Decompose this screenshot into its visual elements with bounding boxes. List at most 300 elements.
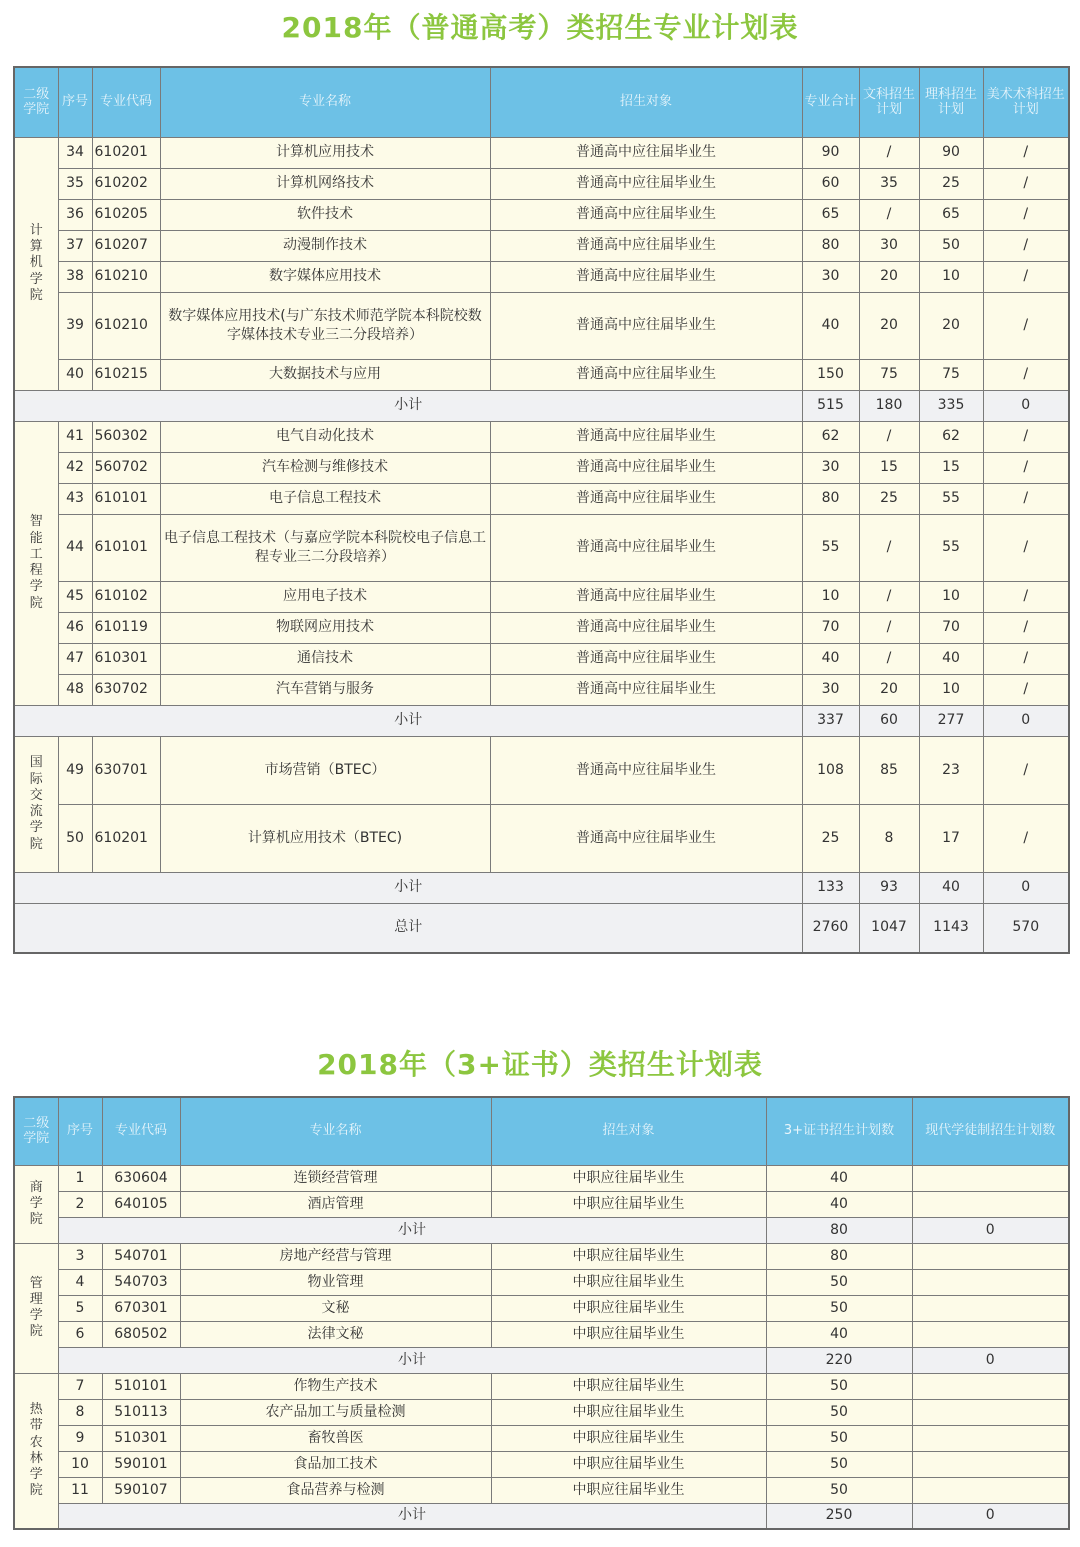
code-cell: 560302 (92, 421, 160, 452)
dept-cell (14, 137, 58, 390)
arts-cell: / (859, 643, 919, 674)
target-cell: 普通高中应往届毕业生 (490, 168, 802, 199)
arts-cell: 85 (859, 736, 919, 804)
subtotal-row (14, 705, 1069, 736)
table-row (14, 359, 1069, 390)
header-major: 专业名称 (180, 1097, 491, 1165)
major-cell: 数字媒体应用技术(与广东技术师范学院本科院校数字媒体技术专业三二分段培养） (160, 292, 490, 359)
seq-cell: 43 (58, 483, 92, 514)
finearts-cell: / (983, 514, 1069, 581)
table-row (14, 137, 1069, 168)
arts-cell: / (859, 421, 919, 452)
cert-plan-cell: 50 (766, 1399, 912, 1425)
table-row (14, 1191, 1069, 1217)
table-row (14, 230, 1069, 261)
total-cell: 30 (802, 674, 859, 705)
arts-cell: 30 (859, 230, 919, 261)
subtotal-value: 335 (919, 390, 983, 421)
dept-label: 商学院 (29, 1179, 43, 1228)
science-cell: 70 (919, 612, 983, 643)
science-cell: 65 (919, 199, 983, 230)
arts-cell: 75 (859, 359, 919, 390)
finearts-cell: / (983, 199, 1069, 230)
total-value: 1143 (919, 903, 983, 953)
finearts-cell: / (983, 137, 1069, 168)
target-cell: 普通高中应往届毕业生 (490, 483, 802, 514)
target-cell: 普通高中应往届毕业生 (490, 452, 802, 483)
total-cell: 65 (802, 199, 859, 230)
header-seq: 序号 (58, 67, 92, 137)
apprentice-plan-cell (912, 1243, 1069, 1269)
apprentice-plan-cell (912, 1295, 1069, 1321)
arts-cell: 15 (859, 452, 919, 483)
finearts-cell: / (983, 230, 1069, 261)
target-cell: 中职应往届毕业生 (491, 1321, 766, 1347)
total-value: 570 (983, 903, 1069, 953)
code-cell: 510113 (102, 1399, 180, 1425)
code-cell: 560702 (92, 452, 160, 483)
major-cell: 软件技术 (160, 199, 490, 230)
table-row (14, 1295, 1069, 1321)
subtotal-value: 0 (912, 1503, 1069, 1529)
table-row (14, 292, 1069, 359)
major-cell: 法律文秘 (180, 1321, 491, 1347)
code-cell: 610102 (92, 581, 160, 612)
target-cell: 普通高中应往届毕业生 (490, 674, 802, 705)
subtotal-value: 250 (766, 1503, 912, 1529)
science-cell: 55 (919, 514, 983, 581)
arts-cell: / (859, 581, 919, 612)
target-cell: 普通高中应往届毕业生 (490, 804, 802, 872)
finearts-cell: / (983, 804, 1069, 872)
total-cell: 60 (802, 168, 859, 199)
major-cell: 市场营销（BTEC） (160, 736, 490, 804)
science-cell: 10 (919, 674, 983, 705)
seq-cell: 10 (58, 1451, 102, 1477)
total-cell: 80 (802, 483, 859, 514)
code-cell: 610210 (92, 292, 160, 359)
header-science: 理科招生计划 (919, 67, 983, 137)
target-cell: 中职应往届毕业生 (491, 1295, 766, 1321)
arts-cell: 8 (859, 804, 919, 872)
subtotal-row (14, 390, 1069, 421)
table-row (14, 199, 1069, 230)
total-cell: 10 (802, 581, 859, 612)
code-cell: 680502 (102, 1321, 180, 1347)
target-cell: 中职应往届毕业生 (491, 1451, 766, 1477)
target-cell: 普通高中应往届毕业生 (490, 359, 802, 390)
table-row (14, 452, 1069, 483)
code-cell: 610202 (92, 168, 160, 199)
seq-cell: 41 (58, 421, 92, 452)
seq-cell: 42 (58, 452, 92, 483)
code-cell: 610119 (92, 612, 160, 643)
subtotal-label: 小计 (58, 1347, 766, 1373)
table-row (14, 674, 1069, 705)
apprentice-plan-cell (912, 1477, 1069, 1503)
total-cell: 25 (802, 804, 859, 872)
table-row (14, 1269, 1069, 1295)
major-cell: 物业管理 (180, 1269, 491, 1295)
major-cell: 食品加工技术 (180, 1451, 491, 1477)
header-target: 招生对象 (490, 67, 802, 137)
finearts-cell: / (983, 421, 1069, 452)
major-cell: 酒店管理 (180, 1191, 491, 1217)
subtotal-row (14, 1217, 1069, 1243)
apprentice-plan-cell (912, 1269, 1069, 1295)
cert-plan-cell: 40 (766, 1191, 912, 1217)
finearts-cell: / (983, 452, 1069, 483)
subtotal-value: 0 (983, 705, 1069, 736)
science-cell: 62 (919, 421, 983, 452)
cert-plan-cell: 50 (766, 1425, 912, 1451)
science-cell: 40 (919, 643, 983, 674)
header-total: 专业合计 (802, 67, 859, 137)
science-cell: 50 (919, 230, 983, 261)
table-row (14, 581, 1069, 612)
header-code: 专业代码 (102, 1097, 180, 1165)
apprentice-plan-cell (912, 1191, 1069, 1217)
seq-cell: 4 (58, 1269, 102, 1295)
table1-title: 2018年（普通高考）类招生专业计划表 (281, 11, 799, 44)
table-row (14, 514, 1069, 581)
target-cell: 中职应往届毕业生 (491, 1425, 766, 1451)
target-cell: 普通高中应往届毕业生 (490, 261, 802, 292)
table-row (14, 612, 1069, 643)
seq-cell: 46 (58, 612, 92, 643)
table-row (14, 261, 1069, 292)
cert-plan-cell: 50 (766, 1477, 912, 1503)
dept-label: 智能工程学院 (29, 514, 43, 611)
arts-cell: / (859, 199, 919, 230)
science-cell: 75 (919, 359, 983, 390)
header-fine-arts: 美术术科招生计划 (983, 67, 1069, 137)
subtotal-row (14, 1503, 1069, 1529)
code-cell: 630701 (92, 736, 160, 804)
major-cell: 房地产经营与管理 (180, 1243, 491, 1269)
finearts-cell: / (983, 483, 1069, 514)
dept-label: 计算机学院 (29, 222, 43, 303)
dept-cell (14, 421, 58, 705)
table-row (14, 1425, 1069, 1451)
code-cell: 670301 (102, 1295, 180, 1321)
enrollment-plan-table (13, 66, 1070, 954)
code-cell: 630702 (92, 674, 160, 705)
target-cell: 普通高中应往届毕业生 (490, 643, 802, 674)
target-cell: 中职应往届毕业生 (491, 1243, 766, 1269)
apprentice-plan-cell (912, 1373, 1069, 1399)
major-cell: 电子信息工程技术（与嘉应学院本科院校电子信息工程专业三二分段培养） (160, 514, 490, 581)
subtotal-value: 220 (766, 1347, 912, 1373)
subtotal-label: 小计 (58, 1503, 766, 1529)
subtotal-value: 515 (802, 390, 859, 421)
total-cell: 70 (802, 612, 859, 643)
finearts-cell: / (983, 168, 1069, 199)
dept-cell (14, 1165, 58, 1243)
total-cell: 150 (802, 359, 859, 390)
major-cell: 农产品加工与质量检测 (180, 1399, 491, 1425)
finearts-cell: / (983, 581, 1069, 612)
arts-cell: 35 (859, 168, 919, 199)
total-cell: 55 (802, 514, 859, 581)
subtotal-value: 60 (859, 705, 919, 736)
cert-plan-cell: 40 (766, 1321, 912, 1347)
subtotal-label: 小计 (14, 705, 802, 736)
code-cell: 590101 (102, 1451, 180, 1477)
major-cell: 汽车营销与服务 (160, 674, 490, 705)
header-code: 专业代码 (92, 67, 160, 137)
seq-cell: 7 (58, 1373, 102, 1399)
code-cell: 610201 (92, 137, 160, 168)
header-target: 招生对象 (491, 1097, 766, 1165)
science-cell: 23 (919, 736, 983, 804)
cert-plan-cell: 50 (766, 1295, 912, 1321)
major-cell: 计算机应用技术 (160, 137, 490, 168)
dept-cell (14, 736, 58, 872)
cert-plan-cell: 50 (766, 1373, 912, 1399)
subtotal-value: 0 (912, 1217, 1069, 1243)
table-row (14, 483, 1069, 514)
table-row (14, 804, 1069, 872)
code-cell: 610101 (92, 514, 160, 581)
target-cell: 普通高中应往届毕业生 (490, 612, 802, 643)
dept-cell (14, 1243, 58, 1373)
code-cell: 610101 (92, 483, 160, 514)
header-major: 专业名称 (160, 67, 490, 137)
total-value: 1047 (859, 903, 919, 953)
science-cell: 10 (919, 581, 983, 612)
arts-cell: 25 (859, 483, 919, 514)
subtotal-value: 0 (912, 1347, 1069, 1373)
target-cell: 普通高中应往届毕业生 (490, 292, 802, 359)
major-cell: 大数据技术与应用 (160, 359, 490, 390)
table-row (14, 1477, 1069, 1503)
seq-cell: 1 (58, 1165, 102, 1191)
table-row (14, 1165, 1069, 1191)
subtotal-value: 180 (859, 390, 919, 421)
header-dept: 二级学院 (14, 1097, 58, 1165)
science-cell: 55 (919, 483, 983, 514)
finearts-cell: / (983, 292, 1069, 359)
table2-title: 2018年（3+证书）类招生计划表 (317, 1048, 763, 1081)
science-cell: 20 (919, 292, 983, 359)
total-cell: 108 (802, 736, 859, 804)
target-cell: 普通高中应往届毕业生 (490, 736, 802, 804)
table-row (14, 1399, 1069, 1425)
seq-cell: 44 (58, 514, 92, 581)
subtotal-label: 小计 (14, 872, 802, 903)
table-row (14, 1451, 1069, 1477)
seq-cell: 2 (58, 1191, 102, 1217)
code-cell: 510301 (102, 1425, 180, 1451)
target-cell: 中职应往届毕业生 (491, 1269, 766, 1295)
major-cell: 计算机网络技术 (160, 168, 490, 199)
table-row (14, 421, 1069, 452)
science-cell: 90 (919, 137, 983, 168)
header-arts: 文科招生计划 (859, 67, 919, 137)
code-cell: 640105 (102, 1191, 180, 1217)
code-cell: 630604 (102, 1165, 180, 1191)
target-cell: 中职应往届毕业生 (491, 1477, 766, 1503)
total-cell: 40 (802, 292, 859, 359)
finearts-cell: / (983, 736, 1069, 804)
arts-cell: / (859, 612, 919, 643)
table-row (14, 1373, 1069, 1399)
table-row (14, 643, 1069, 674)
seq-cell: 49 (58, 736, 92, 804)
table1-header-row (14, 67, 1069, 137)
code-cell: 540701 (102, 1243, 180, 1269)
seq-cell: 8 (58, 1399, 102, 1425)
seq-cell: 11 (58, 1477, 102, 1503)
major-cell: 畜牧兽医 (180, 1425, 491, 1451)
major-cell: 食品营养与检测 (180, 1477, 491, 1503)
table-row (14, 736, 1069, 804)
dept-label: 国际交流学院 (29, 755, 43, 852)
code-cell: 610210 (92, 261, 160, 292)
seq-cell: 3 (58, 1243, 102, 1269)
seq-cell: 36 (58, 199, 92, 230)
cert-plan-cell: 80 (766, 1243, 912, 1269)
code-cell: 610205 (92, 199, 160, 230)
finearts-cell: / (983, 612, 1069, 643)
seq-cell: 40 (58, 359, 92, 390)
finearts-cell: / (983, 643, 1069, 674)
code-cell: 590107 (102, 1477, 180, 1503)
seq-cell: 45 (58, 581, 92, 612)
finearts-cell: / (983, 359, 1069, 390)
code-cell: 510101 (102, 1373, 180, 1399)
table-row (14, 1321, 1069, 1347)
subtotal-label: 小计 (14, 390, 802, 421)
major-cell: 电子信息工程技术 (160, 483, 490, 514)
total-cell: 30 (802, 452, 859, 483)
arts-cell: 20 (859, 261, 919, 292)
total-label: 总计 (14, 903, 802, 953)
arts-cell: 20 (859, 292, 919, 359)
seq-cell: 9 (58, 1425, 102, 1451)
target-cell: 普通高中应往届毕业生 (490, 199, 802, 230)
major-cell: 汽车检测与维修技术 (160, 452, 490, 483)
subtotal-value: 40 (919, 872, 983, 903)
target-cell: 中职应往届毕业生 (491, 1373, 766, 1399)
seq-cell: 38 (58, 261, 92, 292)
apprentice-plan-cell (912, 1425, 1069, 1451)
total-cell: 80 (802, 230, 859, 261)
header-dept: 二级学院 (14, 67, 58, 137)
apprentice-plan-cell (912, 1399, 1069, 1425)
apprentice-plan-cell (912, 1165, 1069, 1191)
dept-label: 管理学院 (29, 1275, 43, 1340)
code-cell: 610201 (92, 804, 160, 872)
subtotal-label: 小计 (58, 1217, 766, 1243)
seq-cell: 34 (58, 137, 92, 168)
major-cell: 作物生产技术 (180, 1373, 491, 1399)
arts-cell: 20 (859, 674, 919, 705)
science-cell: 25 (919, 168, 983, 199)
subtotal-value: 337 (802, 705, 859, 736)
target-cell: 中职应往届毕业生 (491, 1399, 766, 1425)
seq-cell: 35 (58, 168, 92, 199)
science-cell: 10 (919, 261, 983, 292)
subtotal-value: 0 (983, 390, 1069, 421)
target-cell: 普通高中应往届毕业生 (490, 137, 802, 168)
dept-cell (14, 1373, 58, 1529)
apprentice-plan-cell (912, 1321, 1069, 1347)
major-cell: 电气自动化技术 (160, 421, 490, 452)
major-cell: 计算机应用技术（BTEC) (160, 804, 490, 872)
target-cell: 中职应往届毕业生 (491, 1165, 766, 1191)
arts-cell: / (859, 514, 919, 581)
header-cert-plan: 3+证书招生计划数 (766, 1097, 912, 1165)
header-seq: 序号 (58, 1097, 102, 1165)
total-cell: 62 (802, 421, 859, 452)
seq-cell: 47 (58, 643, 92, 674)
total-cell: 90 (802, 137, 859, 168)
total-cell: 40 (802, 643, 859, 674)
code-cell: 540703 (102, 1269, 180, 1295)
cert-plan-cell: 50 (766, 1269, 912, 1295)
table-row (14, 168, 1069, 199)
target-cell: 普通高中应往届毕业生 (490, 421, 802, 452)
finearts-cell: / (983, 674, 1069, 705)
seq-cell: 6 (58, 1321, 102, 1347)
subtotal-value: 93 (859, 872, 919, 903)
finearts-cell: / (983, 261, 1069, 292)
science-cell: 17 (919, 804, 983, 872)
total-value: 2760 (802, 903, 859, 953)
seq-cell: 50 (58, 804, 92, 872)
subtotal-row (14, 1347, 1069, 1373)
arts-cell: / (859, 137, 919, 168)
seq-cell: 5 (58, 1295, 102, 1321)
total-cell: 30 (802, 261, 859, 292)
dept-label: 热带农林学院 (29, 1402, 43, 1499)
major-cell: 物联网应用技术 (160, 612, 490, 643)
total-row (14, 903, 1069, 953)
cert-plan-cell: 40 (766, 1165, 912, 1191)
code-cell: 610215 (92, 359, 160, 390)
cert-plan-cell: 50 (766, 1451, 912, 1477)
apprentice-plan-cell (912, 1451, 1069, 1477)
table2-header-row (14, 1097, 1069, 1165)
major-cell: 连锁经营管理 (180, 1165, 491, 1191)
certificate-plan-table (13, 1096, 1070, 1530)
major-cell: 数字媒体应用技术 (160, 261, 490, 292)
target-cell: 普通高中应往届毕业生 (490, 230, 802, 261)
table-row (14, 1243, 1069, 1269)
subtotal-value: 0 (983, 872, 1069, 903)
seq-cell: 39 (58, 292, 92, 359)
subtotal-value: 277 (919, 705, 983, 736)
header-apprentice-plan: 现代学徒制招生计划数 (912, 1097, 1069, 1165)
major-cell: 文秘 (180, 1295, 491, 1321)
subtotal-row (14, 872, 1069, 903)
subtotal-value: 133 (802, 872, 859, 903)
subtotal-value: 80 (766, 1217, 912, 1243)
code-cell: 610301 (92, 643, 160, 674)
major-cell: 通信技术 (160, 643, 490, 674)
code-cell: 610207 (92, 230, 160, 261)
major-cell: 动漫制作技术 (160, 230, 490, 261)
major-cell: 应用电子技术 (160, 581, 490, 612)
science-cell: 15 (919, 452, 983, 483)
target-cell: 普通高中应往届毕业生 (490, 514, 802, 581)
seq-cell: 37 (58, 230, 92, 261)
target-cell: 普通高中应往届毕业生 (490, 581, 802, 612)
target-cell: 中职应往届毕业生 (491, 1191, 766, 1217)
seq-cell: 48 (58, 674, 92, 705)
